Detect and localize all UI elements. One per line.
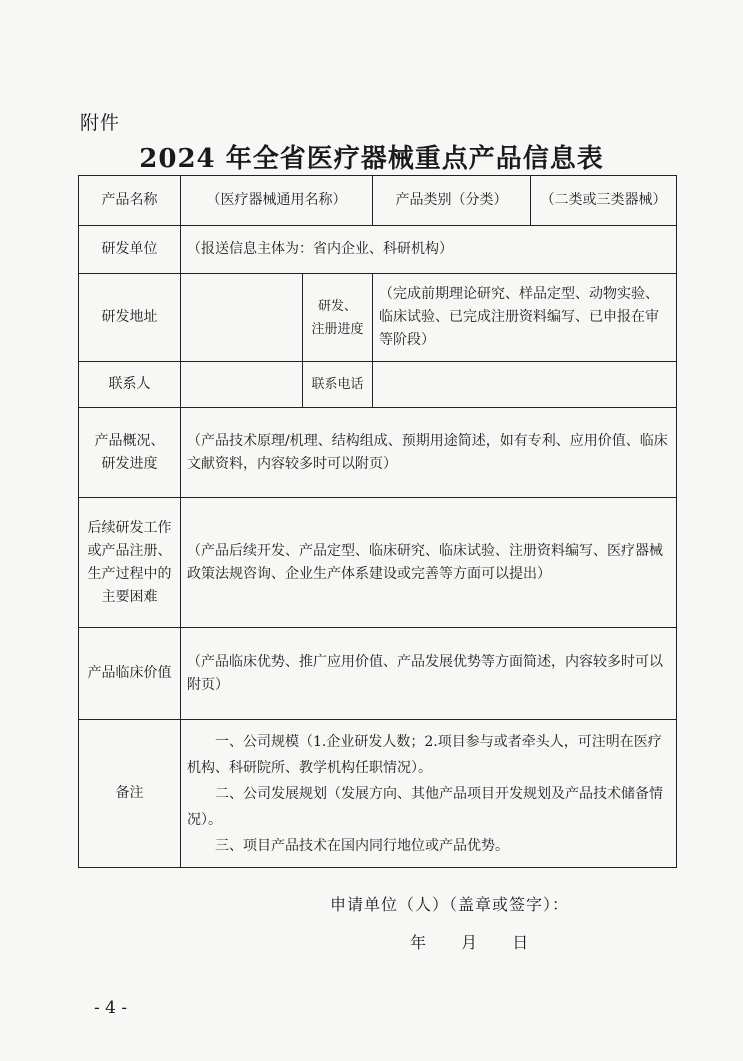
phone-field[interactable] [373,362,677,408]
date-month: 月 [461,933,478,952]
row-difficulties [79,498,677,628]
difficulties-field[interactable]: （产品后续开发、产品定型、临床研究、临床试验、注册资料编写、医疗器械政策法规咨询、企业生产体系建设或完善等方面可以提出） [181,498,677,628]
difficulties-label-line-1: 后续研发工作 [87,519,172,536]
product-category-label: 产品类别（分类） [373,176,531,226]
page-title: 2024 年全省医疗器械重点产品信息表 [139,144,604,174]
rd-progress-field[interactable]: （完成前期理论研究、样品定型、动物实验、临床试验、已完成注册资料编写、已申报在审等阶段） [373,274,677,362]
rd-progress-label [303,274,373,362]
difficulties-label-line-3: 生产过程中的 [87,565,172,582]
product-name-field[interactable]: （医疗器械通用名称） [181,176,373,226]
product-info-table [78,175,677,868]
product-name-label: 产品名称 [79,176,181,226]
date-year: 年 [410,933,427,952]
overview-field[interactable]: （产品技术原理/机理、结构组成、预期用途简述，如有专利、应用价值、临床文献资料，内容较多时可以附页） [181,408,677,498]
remarks-label: 备注 [79,720,181,868]
attachment-label: 附件 [80,112,121,134]
remarks-line-3: 三、项目产品技术在国内同行地位或产品优势。 [215,837,509,854]
contact-label: 联系人 [79,362,181,408]
difficulties-label [79,498,181,628]
difficulties-label-line-2: 或产品注册、 [87,542,172,559]
rd-progress-label-line-2: 注册进度 [311,321,364,337]
remarks-field[interactable] [181,720,677,868]
rd-progress-label-line-1: 研发、 [317,298,357,314]
overview-label-line-1: 产品概况、 [94,432,165,449]
remarks-line-1: 一、公司规模（1.企业研发人数；2.项目参与或者牵头人，可注明在医疗机构、科研院所、教学机构任职情况）。 [187,733,662,776]
phone-label: 联系电话 [303,362,373,408]
row-rd-address [79,274,677,362]
clinical-value-label: 产品临床价值 [79,628,181,720]
rd-address-field[interactable] [181,274,303,362]
clinical-value-field[interactable]: （产品临床优势、推广应用价值、产品发展优势等方面简述，内容较多时可以附页） [181,628,677,720]
rd-unit-label: 研发单位 [79,226,181,274]
row-product-name [79,176,677,226]
rd-address-label: 研发地址 [79,274,181,362]
contact-field[interactable] [181,362,303,408]
difficulties-label-line-4: 主要困难 [101,588,158,605]
page-number: - 4 - [94,998,128,1018]
overview-label-line-2: 研发进度 [101,455,158,472]
overview-label [79,408,181,498]
remarks-line-2: 二、公司发展规划（发展方向、其他产品项目开发规划及产品技术储备情况）。 [187,785,663,828]
rd-unit-field[interactable]: （报送信息主体为：省内企业、科研机构） [181,226,677,274]
row-overview [79,408,677,498]
row-remarks [79,720,677,868]
row-clinical-value [79,628,677,720]
date-line [410,930,558,953]
product-category-field[interactable]: （二类或三类器械） [531,176,677,226]
row-contact [79,362,677,408]
applicant-signature-line: 申请单位（人）（盖章或签字）： [330,895,570,914]
row-rd-unit [79,226,677,274]
date-day: 日 [512,933,529,952]
